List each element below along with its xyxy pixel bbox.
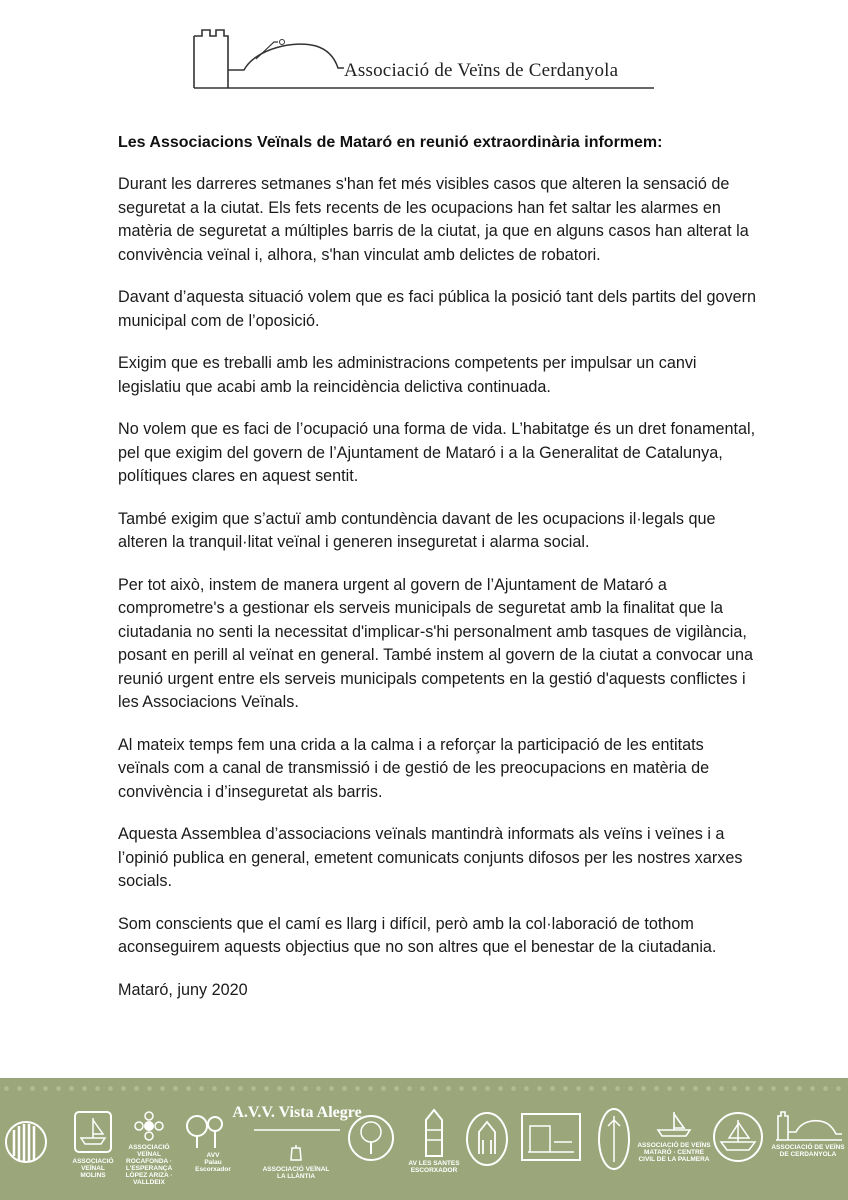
boat-emblem-icon — [711, 1110, 765, 1164]
paragraph: Per tot això, instem de manera urgent al govern de l’Ajuntament de Mataró a comprometre's a gestionar els serveis municipals de seguretat amb la finalitat que la ciutadania no senti la necessitat d'implicar-s'hi personalment amb tasques de vigilància, posant en perill al veïnat en general. També instem al govern de la ciutat a convocar una reunió urgent entre els serveis municipals competents en la gestió d'aquests conflictes i les Associacions Veïnals. — [118, 575, 754, 711]
paragraph: Som conscients que el camí es llarg i difícil, però amb la col·laboració de tothom aconseguirem aquests objectius que no son altres que el benestar de la ciutadania. — [118, 914, 717, 956]
ship-emblem-icon — [71, 1108, 115, 1156]
castle-emblem-icon — [772, 1108, 844, 1142]
footer-logos-band — [0, 1078, 848, 1200]
logo-10 — [518, 1112, 584, 1162]
dotted-border — [0, 1082, 848, 1098]
logo-14 — [770, 1108, 846, 1158]
paragraph: No volem que es faci de l’ocupació una forma de vida. L’habitatge és un dret fonamental, pel que exigim del govern de l’Ajuntament de Mataró i a la Generalitat de Catalunya, polítiques clares en aquest sentit. — [118, 420, 756, 485]
logo-caption: AV LES SANTES ESCORXADOR — [408, 1160, 460, 1174]
logo-12 — [636, 1110, 712, 1163]
oval-emblem-icon — [596, 1106, 632, 1172]
logo-5 — [232, 1104, 362, 1132]
paragraph: Davant d’aquesta situació volem que es faci pública la posició tant dels partits del govern municipal com de l’oposició. — [118, 288, 756, 330]
paragraph: Al mateix temps fem una crida a la calma i a reforçar la participació de les entitats veïnals com a canal de transmissió i de gestió de les preocupacions en matèria de convivència i d’inseguretat als barris. — [118, 735, 710, 801]
letter-heading: Les Associacions Veïnals de Mataró en reunió extraordinària informem: — [118, 134, 663, 151]
lantern-emblem-icon — [288, 1144, 304, 1164]
paragraph: Exigim que es treballi amb les administracions competents per impulsar un canvi legislatiu que acabi amb la reincidència delictiva continuada. — [118, 354, 697, 396]
paragraph: Durant les darreres setmanes s'han fet més visibles casos que alteren la sensació de seguretat a la ciutat. Els fets recents de les ocupacions han fet saltar les alarmes en matèria de seguretat a múltiples barris de la ciutat, ja que en alguns casos han alterat la convivència veïnal i, alhora, s'han vinculat amb delictes de robatori. — [118, 175, 749, 264]
ship-emblem-icon — [654, 1110, 694, 1140]
letter-body — [118, 130, 758, 1021]
vista-alegre-emblem-icon — [252, 1122, 342, 1132]
building-emblem-icon — [520, 1112, 582, 1162]
logo-caption: ASSOCIACIÓ VEÏNAL LA LLÀNTIA — [262, 1166, 330, 1180]
logo-6 — [256, 1144, 336, 1180]
logo-caption: ASSOCIACIÓ DE VEÏNS MATARÓ · CENTRE CIVIL DE LA PALMERA — [637, 1142, 711, 1163]
church-emblem-icon — [464, 1110, 510, 1168]
striped-shield-icon — [4, 1112, 48, 1172]
flower-emblem-icon — [133, 1110, 165, 1142]
logo-7 — [346, 1112, 396, 1164]
logo-11 — [594, 1106, 634, 1172]
logo-caption: A.V.V. Vista Alegre — [232, 1104, 362, 1121]
logo-13 — [708, 1110, 768, 1164]
logo-caption: AVV Palau Escorxador — [195, 1152, 231, 1173]
logo-caption: ASSOCIACIÓ VEÏNAL MOLINS — [72, 1158, 114, 1179]
logo-8 — [408, 1106, 460, 1174]
logo-3 — [120, 1110, 178, 1186]
organization-name: Associació de Veïns de Cerdanyola — [344, 60, 619, 81]
paragraph: Aquesta Assemblea d’associacions veïnals mantindrà informats als veïns i veïnes i a l’opinió publica en general, emetent comunicats conjunts difosos per les nostres xarxes socials. — [118, 825, 743, 890]
logo-9 — [462, 1110, 512, 1168]
logo-caption: ASSOCIACIÓ DE VEÏNS DE CERDANYOLA — [771, 1144, 845, 1158]
round-tree-emblem-icon — [347, 1112, 395, 1164]
signoff: Mataró, juny 2020 — [118, 980, 248, 999]
logo-2 — [68, 1108, 118, 1179]
paragraph: També exigim que s’actuï amb contundència davant de les ocupacions il·legals que alteren la tranquil·litat veïnal i generen inseguretat i alarma social. — [118, 509, 716, 551]
letterhead — [186, 26, 656, 96]
tower-emblem-icon — [414, 1106, 454, 1158]
logo-caption: ASSOCIACIÓ VEÏNAL ROCAFONDA · L'ESPERANÇA LÒPEZ ARIZA · VALLDEIX — [125, 1144, 173, 1186]
association-logos — [0, 1100, 848, 1200]
logo-1 — [4, 1112, 48, 1172]
